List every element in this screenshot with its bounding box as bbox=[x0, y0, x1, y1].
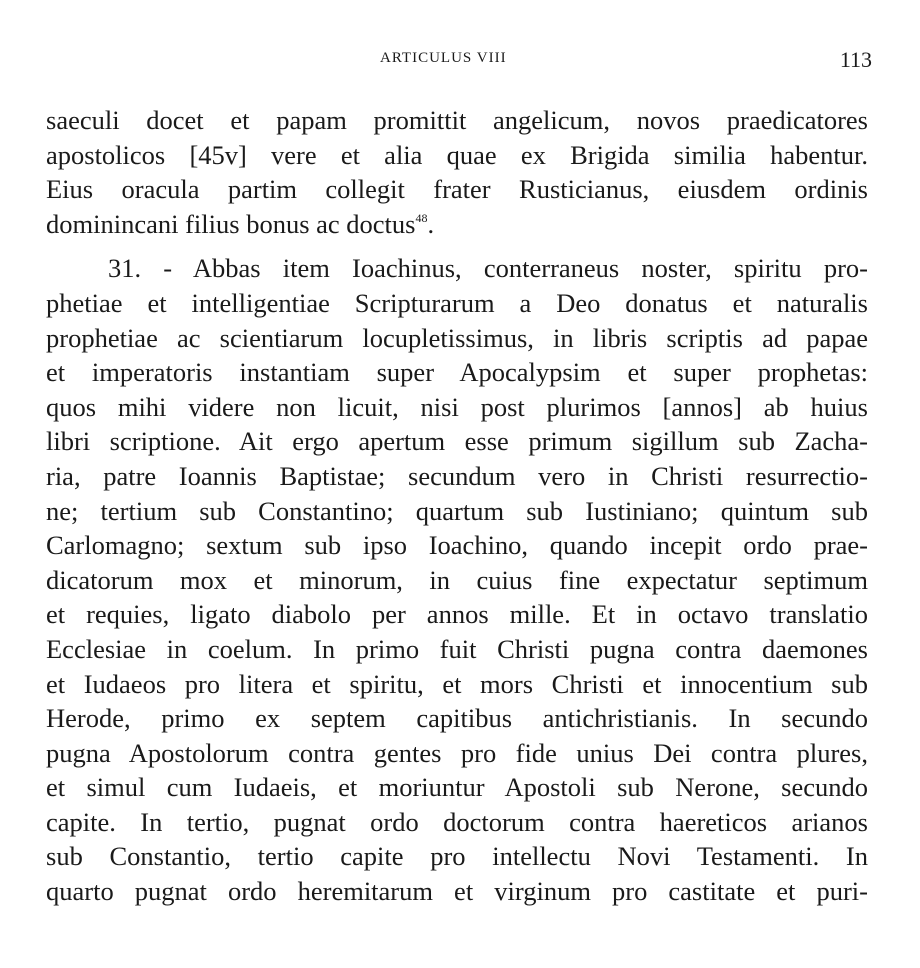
text-line: apostolicos [45v] vere et alia quae ex Brigida similia habentur. bbox=[46, 139, 868, 170]
text-line: dicatorum mox et minorum, in cuius fine expectatur septimum bbox=[46, 564, 868, 595]
running-head: ARTICULUS VIII bbox=[380, 50, 507, 66]
text-line: quarto pugnat ordo heremitarum et virginum pro castitate et puri- bbox=[46, 876, 868, 907]
text-line: et requies, ligato diabolo per annos mille. Et in octavo translatio bbox=[46, 599, 868, 630]
text-line: et imperatoris instantiam super Apocalypsim et super prophetas: bbox=[46, 357, 868, 388]
text-line: et simul cum Iudaeis, et moriuntur Apostoli sub Nerone, secundo bbox=[46, 772, 868, 803]
line-end-punctuation: . bbox=[427, 208, 435, 239]
text-line: Herode, primo ex septem capitibus antichristianis. In secundo bbox=[46, 703, 868, 734]
text-line: saeculi docet et papam promittit angelicum, novos praedicatores bbox=[46, 105, 868, 135]
text-line: prophetiae ac scientiarum locupletissimus, in libris scriptis ad papae bbox=[46, 322, 868, 353]
text-line: et Iudaeos pro litera et spiritu, et mors Christi et innocentium sub bbox=[46, 668, 868, 699]
footnote-reference: 48 bbox=[415, 210, 428, 225]
paragraph-gap bbox=[46, 241, 868, 251]
paragraph-31 bbox=[46, 251, 868, 908]
text-line: quos mihi videre non licuit, nisi post plurimos [annos] ab huius bbox=[46, 391, 868, 422]
text-line: libri scriptione. Ait ergo apertum esse primum sigillum sub Zacha- bbox=[46, 426, 868, 457]
text-line: Eius oracula partim collegit frater Rusticianus, eiusdem ordinis bbox=[46, 174, 868, 205]
text-line: sub Constantio, tertio capite pro intellectu Novi Testamenti. In bbox=[46, 841, 868, 872]
text-line: ria, patre Ioannis Baptistae; secundum vero in Christi resurrectio- bbox=[46, 460, 868, 491]
line-text: dominincani filius bonus ac doctus bbox=[46, 208, 416, 239]
text-line bbox=[46, 207, 868, 242]
text-line: ne; tertium sub Constantino; quartum sub Iustiniano; quintum sub bbox=[46, 495, 868, 526]
text-line: phetiae et intelligentiae Scripturarum a Deo donatus et naturalis bbox=[46, 287, 868, 318]
body-text bbox=[46, 103, 868, 909]
text-line: Ecclesiae in coelum. In primo fuit Christi pugna contra daemones bbox=[46, 633, 868, 664]
page-number: 113 bbox=[839, 47, 872, 72]
text-line: 31. - Abbas item Ioachinus, conterraneus noster, spiritu pro- bbox=[108, 253, 868, 284]
text-line: pugna Apostolorum contra gentes pro fide unius Dei contra plures, bbox=[46, 737, 868, 768]
text-line: capite. In tertio, pugnat ordo doctorum contra haereticos arianos bbox=[46, 806, 868, 837]
text-line: Carlomagno; sextum sub ipso Ioachino, quando incepit ordo prae- bbox=[46, 530, 868, 561]
paragraph-continuation bbox=[46, 103, 868, 241]
